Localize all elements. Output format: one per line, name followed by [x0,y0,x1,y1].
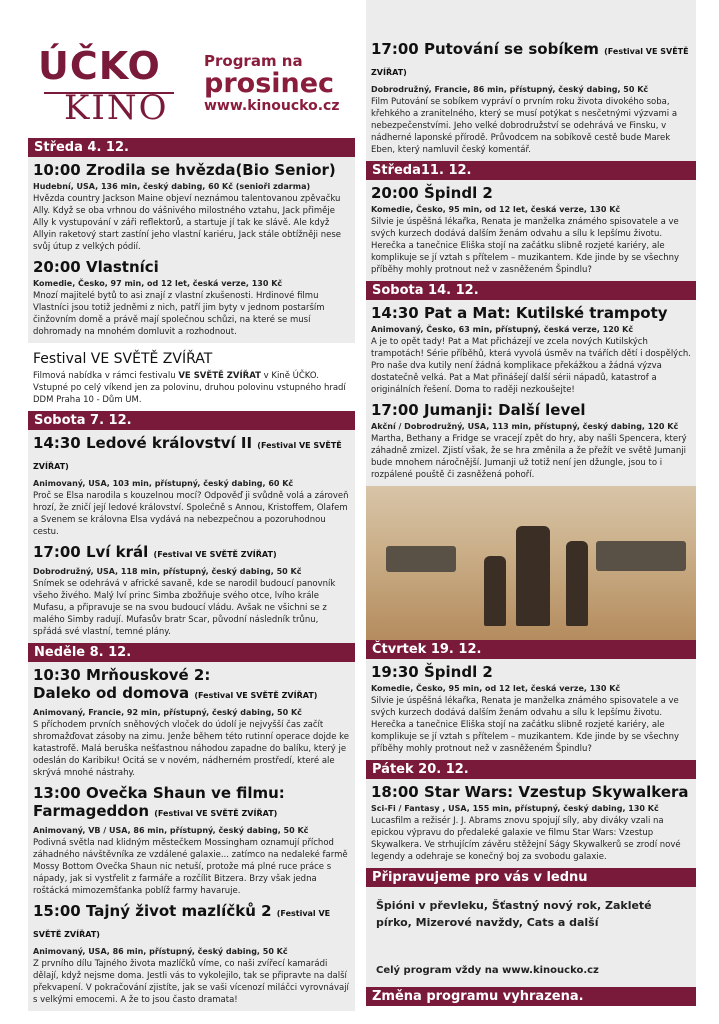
festival-text-b: VE SVĚTĚ ZVÍŘAT [178,371,261,381]
event-title-line1[interactable]: 10:30 Mrňouskové 2: [33,666,211,684]
event-title[interactable]: 20:00 Špindl 2 [371,184,493,202]
logo-bottom-text: KINO [64,88,169,128]
event-title-text: 17:00 Lví král [33,543,149,561]
event [33,666,350,779]
day-header: Středa 4. 12. [28,138,355,157]
event [371,40,691,156]
event-title[interactable]: 10:00 Zrodila se hvězda(Bio Senior) [33,161,336,179]
event-title[interactable]: 17:00 Jumanji: Další level [371,401,586,419]
kino-logo [38,44,178,134]
festival-text [33,370,350,406]
event-title-text: 15:00 Tajný život mazlíčků 2 [33,902,272,920]
event-description: Proč se Elsa narodila s kouzelnou mocí? Odpověď ji svůdně volá a zároveň hrozí, že zničí její ledové království. Společně s Annou, Kristoffem, Olafem a Svenem se královna Elsa vydává na nebezpečnou a pozoruhodnou cestu. [33,491,349,537]
event [33,161,350,253]
festival-title-b: VE SVĚTĚ ZVÍŘAT [90,351,213,367]
event-description: Film Putování se sobíkem vypráví o prvním roku života divokého soba, křehkého a zranitelného, který se musí potýkat s nesčetnými výzvami a nebezpečenstvími. Jeho velké dobrodružství se odehrává ve Finsku, v nádherné laponské přírodě. Průvodcem na sobíkově cestě bude Marek Eben, který namluvil český komentář. [371,97,678,155]
event-title[interactable]: 19:30 Špindl 2 [371,663,493,681]
event-meta: Hudební, USA, 136 min, český dabing, 60 Kč (senioři zdarma) [33,182,311,191]
event [371,401,691,481]
upcoming-list: Špióni v převleku, Šťastný nový rok, Zakleté pírko, Mizerové navždy, Cats a další [376,899,652,929]
event-meta: Animovaný, USA, 103 min, přístupný, český dabing, 60 Kč [33,479,294,488]
upcoming-block [366,887,696,987]
event-meta: Dobrodružný, Francie, 86 min, přístupný, český dabing, 50 Kč [371,85,649,94]
event-title[interactable]: 18:00 Star Wars: Vzestup Skywalkera [371,783,689,801]
event-description: Snímek se odehrává v africké savaně, kde se narodil budoucí panovník všeho živého. Malý lví princ Simba zbožňuje svého otce, lvího krále Mufasu, a připravuje se na svou budoucí vládu. Avšak ne všichni se z malého Simby radují. Mufasův bratr Scar, původní následník trůnu, spřádá své vlastní, temné plány. [33,579,336,637]
event-description: Lucasfilm a režisér J. J. Abrams znovu spojují síly, aby diváky vzali na epickou výpravu do předaleké galaxie ve filmu Star Wars: Vzestup Skywalkera. Ve strhujícím závěru stěžejní Ságy Skywalkerů se zrodí nové legendy a odehraje se konečný boj za svobodu galaxie. [371,816,681,862]
event-title-text: 14:30 Ledové království II [33,434,253,452]
day-block [28,430,355,643]
event-description: S příchodem prvních sněhových vloček do údolí je nejvyšší čas začít shromažďovat zásoby na zimu. Jenže během této rutinní operace dojde ke katastrofě. Malá beruška nešťastnou náhodou zapadne do balíku, který je odeslán do Karibiku! Ocitá se v novém, nádherném prostředí, které ale skrývá mnohé nástrahy. [33,720,349,778]
event-description: Z prvního dílu Tajného života mazlíčků víme, co naši zvířecí kamarádi dělají, když nejsme doma. Jestli vás to vykolejilo, tak se připravte na další překvapení. V pokračování zjistíte, jak se vaši vícenozí miláčci vyrovnávají s velkými emocemi. A že to jsou často dramata! [33,959,349,1005]
day-header: Sobota 14. 12. [366,281,696,300]
festival-tag: (Festival VE SVĚTĚ ZVÍŘAT) [33,909,331,939]
event [371,184,691,276]
event-title-text: Farmageddon [33,802,150,820]
festival-tag: (Festival VE SVĚTĚ ZVÍŘAT) [154,809,278,818]
vehicle-shape [596,541,686,571]
day-header: Čtvrtek 19. 12. [366,640,696,659]
disclaimer-bar: Změna programu vyhrazena. [366,987,696,1006]
header [28,0,355,138]
event-title-line2[interactable] [33,802,350,823]
figure-shape [566,541,588,626]
right-column [366,0,696,1006]
vehicle-shape [386,546,456,572]
logo-top-text: ÚČKO [38,44,161,88]
program-url-header[interactable]: www.kinoucko.cz [204,98,340,115]
festival-tag: (Festival VE SVĚTĚ ZVÍŘAT) [33,441,342,471]
event-meta: Komedie, Česko, 95 min, od 12 let, česká verze, 130 Kč [371,205,621,214]
festival-note [28,343,355,411]
day-block [366,0,696,161]
event-title[interactable] [33,543,350,564]
festival-text-c: v Kině ÚČKO. Vstupné po celý víkend jen za polovinu, druhou polovinu vstupného hradí DDM Praha 10 - Dům UM. [33,371,346,405]
event-title[interactable]: 14:30 Pat a Mat: Kutilské trampoty [371,304,668,322]
day-header: Středa11. 12. [366,161,696,180]
day-block [366,300,696,486]
event-title[interactable] [33,434,350,476]
event-meta: Akční / Dobrodružný, USA, 113 min, přístupný, český dabing, 120 Kč [371,422,679,431]
upcoming-header: Připravujeme pro vás v lednu [366,868,696,887]
day-header: Sobota 7. 12. [28,411,355,430]
event-description: Martha, Bethany a Fridge se vracejí zpět do hry, aby našli Spencera, který záhadně zmizel. Zjistí však, že se hra změnila a že přežít ve světě Jumanji bude mnohem náročnější. Jumanji už totiž není jen džungle, jsou to i rozpálené pouště či zasněžená pohoří. [371,434,687,480]
festival-title [33,351,350,367]
event [33,902,350,1006]
movie-still-image [366,486,696,640]
figure-shape [516,526,550,626]
festival-title-a: Festival [33,351,91,367]
festival-text-a: Filmová nabídka v rámci festivalu [33,371,179,381]
event-meta: Sci-Fi / Fantasy , USA, 155 min, přístupný, český dabing, 130 Kč [371,804,659,813]
festival-tag: (Festival VE SVĚTĚ ZVÍŘAT) [153,550,277,559]
event [33,434,350,538]
event-title[interactable] [371,40,691,82]
event-meta: Komedie, Česko, 95 min, od 12 let, česká verze, 130 Kč [371,684,621,693]
figure-shape [484,556,506,626]
day-block [28,662,355,1011]
event-meta: Animovaný, Francie, 92 min, přístupný, český dabing, 50 Kč [33,708,302,717]
event-meta: Komedie, Česko, 97 min, od 12 let, česká verze, 130 Kč [33,279,283,288]
event [33,784,350,897]
event [33,543,350,638]
day-block [366,659,696,760]
program-line1: Program na [204,52,303,70]
event-title-text: 17:00 Putování se sobíkem [371,40,599,58]
day-block [366,180,696,281]
event-meta: Animovaný, USA, 86 min, přístupný, český dabing, 50 Kč [33,947,288,956]
festival-tag: (Festival VE SVĚTĚ ZVÍŘAT) [371,47,689,77]
event-description: Silvie je úspěšná lékařka, Renata je manželka známého spisovatele a ve svých kurzech dodává dalším ženám odvahu a sílu k lepšímu životu. Herečka a tanečnice Eliška stojí na začátku slibně rozjeté kariéry, ale komplikuje se jí vztah s přítelem – muzikantem. Kde jinde by se všechny příběhy mohly protnout než v zasněženém Špindlu? [371,696,680,754]
left-column [28,0,355,1011]
event [371,783,691,863]
event-title[interactable] [33,902,350,944]
day-header: Pátek 20. 12. [366,760,696,779]
event-description: Mnozí majitelé bytů to asi znají z vlastní zkušenosti. Hrdinové filmu Vlastníci jsou totiž jedněmi z nich, patří jim byty v jednom postarším činžovním domě a právě mají společnou schůzi, na které se musí dohromady na mnohém domluvit a rozhodnout. [33,291,325,337]
event-meta: Dobrodružný, USA, 118 min, přístupný, český dabing, 50 Kč [33,567,302,576]
day-block [366,779,696,868]
event-meta: Animovaný, VB / USA, 86 min, přístupný, český dabing, 50 Kč [33,826,309,835]
day-block [28,157,355,343]
event-title[interactable]: 20:00 Vlastníci [33,258,159,276]
event [371,663,691,755]
event-description: A je to opět tady! Pat a Mat přicházejí ve zcela nových Kutilských trampotách! Série příběhů, která vyvolá úsměv na tvářích dětí i dospělých. Pro naše dva kutily není žádná komplikace překážkou a žádná výzva dostatečně velká. Pat a Mat přinášejí další sérii nápadů, katastrof a originálních řešení. Doma to raději nezkoušejte! [371,337,691,395]
event [33,258,350,338]
event-description: Silvie je úspěšná lékařka, Renata je manželka známého spisovatele a ve svých kurzech dodává dalším ženám odvahu a sílu k lepšímu životu. Herečka a tanečnice Eliška stojí na začátku slibně rozjeté kariéry, ale komplikuje se jí vztah s přítelem – muzikantem. Kde jinde by se všechny příběhy mohly protnout než v zasněženém Špindlu? [371,217,680,275]
event-description: Podivná světla nad klidným městečkem Mossingham oznamují příchod záhadného návštěvníka ze vzdálené galaxie... zatímco na nedaleké farmě Mossy Bottom Ovečka Shaun nic netuší, protože má plné ruce práce s nápady, jak si vystřelit z farmáře a rozčílit Bitzera. Brzy však jedna roštácká mimozemšťanka poblíž farmy havaruje. [33,838,348,896]
event-title-line2[interactable] [33,684,350,705]
program-month: prosinec [204,68,335,99]
event-title-line1[interactable]: 13:00 Ovečka Shaun ve filmu: [33,784,285,802]
event-meta: Animovaný, Česko, 63 min, přístupný, česká verze, 120 Kč [371,325,634,334]
day-header: Neděle 8. 12. [28,643,355,662]
program-heading [204,52,340,114]
program-url-note[interactable]: Celý program vždy na www.kinoucko.cz [376,965,599,976]
event-title-text: Daleko od domova [33,684,190,702]
event [371,304,691,396]
event-description: Hvězda country Jackson Maine objeví neznámou talentovanou zpěvačku Ally. Když se oba vrhnou do vášnivého milostného vztahu, Jack přiměje Ally k vystupování v záři reflektorů, a startuje jí tak ke slávě. Ale když Allyin raketový start zastíní jeho vlastní kariéru, Jack stále obtížněji nese svůj útup z velkých pódií. [33,194,342,252]
festival-tag: (Festival VE SVĚTĚ ZVÍŘAT) [194,691,318,700]
